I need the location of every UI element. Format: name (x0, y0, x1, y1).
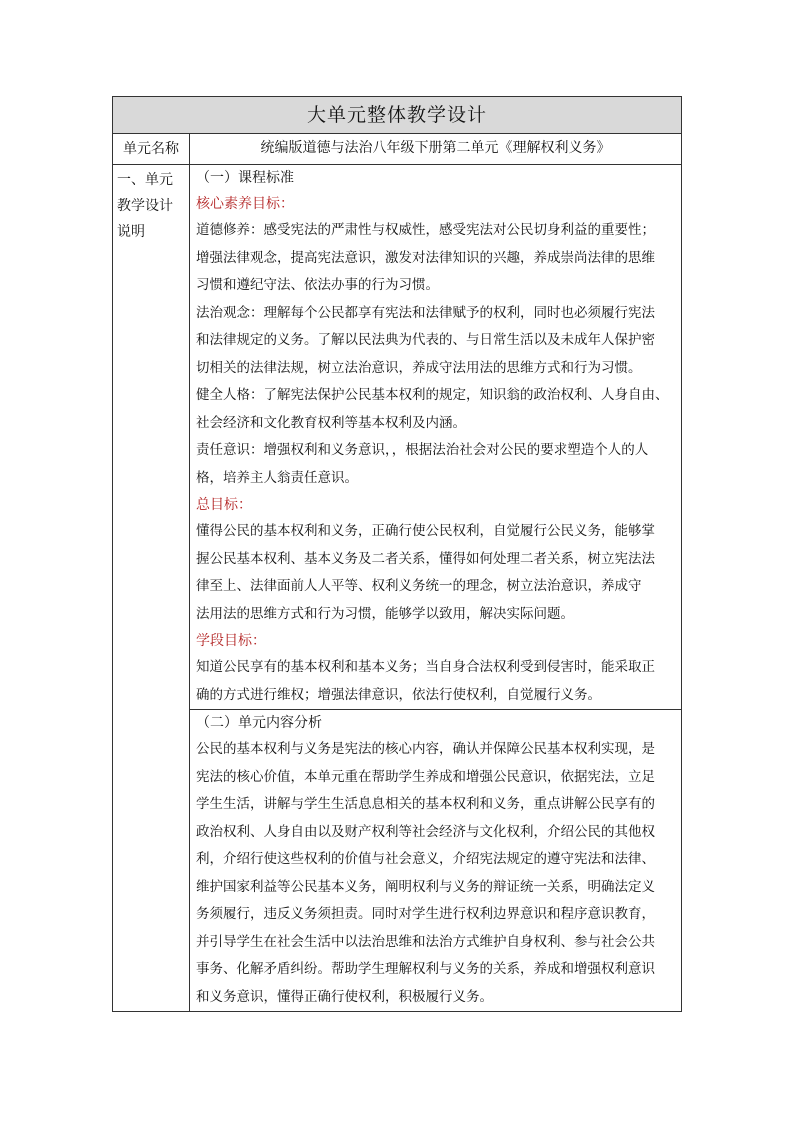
text-line: 增强法律观念，提高宪法意识，激发对法律知识的兴趣，养成崇尚法律的思维 (196, 249, 655, 266)
text-line: 务须履行，违反义务须担责。同时对学生进行权利边界意识和程序意识教育， (196, 906, 655, 922)
section-label-cell (113, 165, 190, 1012)
section-label-line: 教学设计 (117, 198, 173, 214)
unit-content-analysis-paragraph (196, 736, 675, 1011)
text-line: 并引导学生在社会生活中以法治思维和法治方式维护自身权利、参与社会公共 (196, 933, 655, 950)
unit-content-analysis-cell (190, 710, 682, 1012)
document-title: 大单元整体教学设计 (113, 97, 682, 134)
curriculum-standard-heading: （一）课程标准 (196, 170, 294, 186)
text-line: 和法律规定的义务。了解以民法典为代表的、与日常生活以及未成年人保护密 (196, 332, 655, 348)
stage-goal-paragraph (196, 654, 675, 709)
core-paragraph-rule-of-law (196, 300, 675, 383)
text-line: 政治权利、人身自由以及财产权利等社会经济与文化权利，介绍公民的其他权 (196, 823, 655, 840)
text-line: 法治观念：理解每个公民都享有宪法和法律赋予的权利，同时也必须履行宪法 (196, 304, 655, 321)
core-paragraph-responsibility (196, 437, 675, 492)
total-goal-paragraph (196, 518, 675, 628)
text-line: 法用法的思维方式和行为习惯，能够学以致用，解决实际问题。 (196, 605, 574, 622)
stage-goal-heading: 学段目标： (196, 633, 266, 649)
text-line: 懂得公民的基本权利和义务，正确行使公民权利，自觉履行公民义务，能够掌 (196, 523, 655, 539)
unit-content-analysis-heading: （二）单元内容分析 (196, 715, 322, 731)
text-line: 健全人格：了解宪法保护公民基本权利的规定，知识翁的政治权利、人身自由、 (196, 387, 669, 403)
text-line: 利，介绍行使这些权利的价值与社会意义，介绍宪法规定的遵守宪法和法律、 (196, 851, 655, 867)
section-label-line: 说明 (117, 224, 145, 240)
unit-name-label: 单元名称 (113, 134, 190, 165)
text-line: 宪法的核心价值，本单元重在帮助学生养成和增强公民意识，依据宪法，立足 (196, 768, 655, 785)
text-line: 确的方式进行维权；增强法律意识，依法行使权利，自觉履行义务。 (196, 686, 601, 703)
text-line: 握公民基本权利、基本义务及二者关系，懂得如何处理二者关系，树立宪法法 (196, 550, 655, 567)
text-line: 维护国家利益等公民基本义务，阐明权利与义务的辩证统一关系，明确法定义 (196, 878, 655, 895)
text-line: 道德修养：感受宪法的严肃性与权威性，感受宪法对公民切身利益的重要性； (196, 222, 655, 238)
unit-name-value: 统编版道德与法治八年级下册第二单元《理解权利义务》 (190, 134, 682, 165)
design-table (112, 96, 682, 1012)
text-line: 习惯和遵纪守法、依法办事的行为习惯。 (196, 277, 439, 293)
text-line: 学生生活，讲解与学生生活息息相关的基本权利和义务，重点讲解公民享有的 (196, 796, 655, 812)
text-line: 事务、化解矛盾纠纷。帮助学生理解权利与义务的关系，养成和增强权利意识 (196, 961, 655, 977)
total-goal-heading: 总目标： (196, 497, 252, 513)
text-line: 社会经济和文化教育权利等基本权利及内涵。 (196, 414, 466, 431)
core-literacy-heading: 核心素养目标： (196, 196, 294, 212)
text-line: 格，培养主人翁责任意识。 (196, 469, 358, 486)
text-line: 知道公民享有的基本权利和基本义务；当自身合法权利受到侵害时，能采取正 (196, 659, 655, 675)
text-line: 切相关的法律法规，树立法治意识，养成守法用法的思维方式和行为习惯。 (196, 359, 642, 376)
section-label-line: 一、单元 (117, 172, 173, 188)
curriculum-standard-cell (190, 165, 682, 710)
text-line: 公民的基本权利与义务是宪法的核心内容，确认并保障公民基本权利实现，是 (196, 741, 655, 757)
core-paragraph-personality (196, 382, 675, 437)
text-line: 律至上、法律面前人人平等、权利义务统一的理念，树立法治意识，养成守 (196, 578, 642, 594)
text-line: 责任意识：增强权利和义务意识，，根据法治社会对公民的要求塑造个人的人 (196, 442, 649, 458)
core-paragraph-moral (196, 217, 675, 300)
text-line: 和义务意识，懂得正确行使权利，积极履行义务。 (196, 988, 493, 1005)
